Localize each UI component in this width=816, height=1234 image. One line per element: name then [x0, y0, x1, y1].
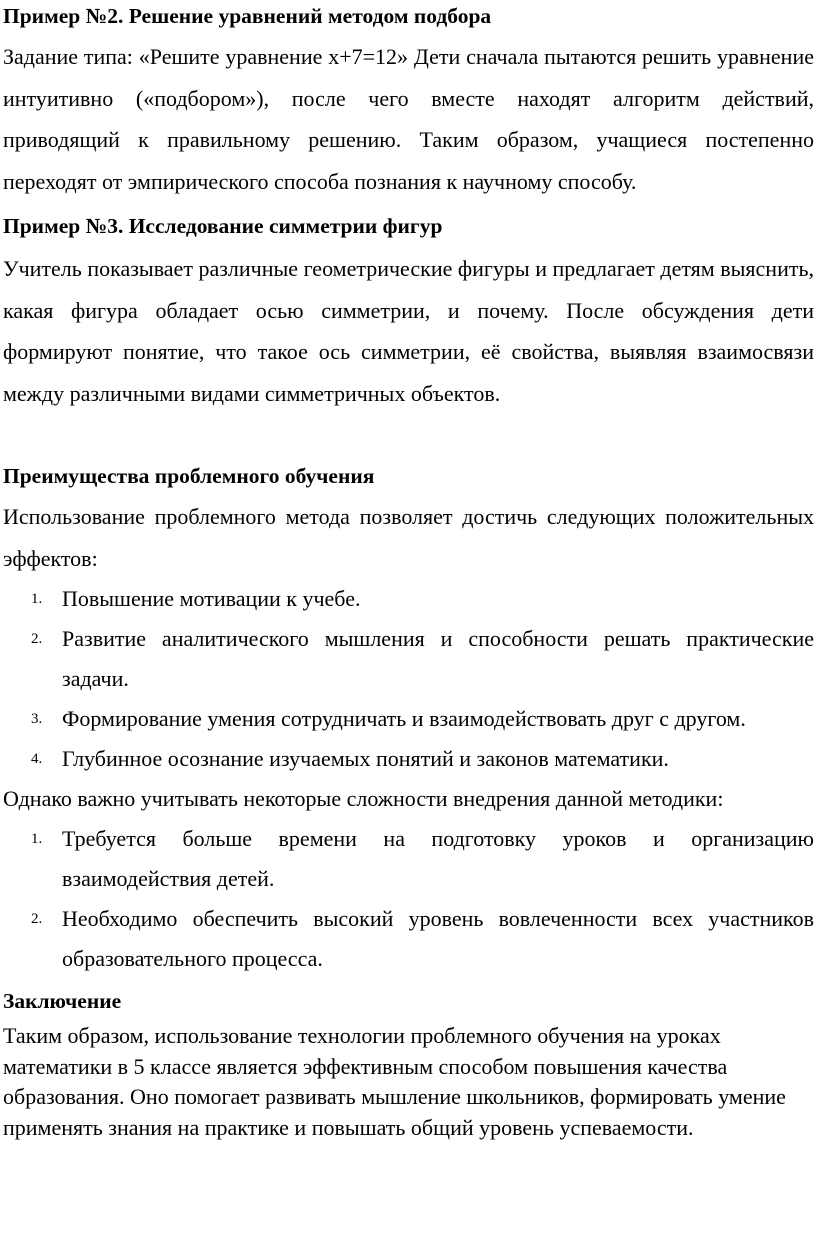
difficulties-list — [0, 819, 816, 979]
list-item-number: 2. — [31, 631, 43, 647]
list-item — [0, 699, 816, 739]
list-item — [0, 899, 816, 979]
list-item-text: Глубинное осознание изучаемых понятий и законов математики. — [62, 746, 669, 771]
list-item-text: Формирование умения сотрудничать и взаимодействовать друг с другом. — [62, 706, 746, 731]
difficulties-intro: Однако важно учитывать некоторые сложности внедрения данной методики: — [3, 786, 724, 811]
list-item-text: Развитие аналитического мышления и способности решать практические задачи. — [62, 626, 814, 691]
list-item-number: 1. — [31, 591, 43, 607]
list-item-number: 2. — [31, 911, 43, 927]
list-item-text: Необходимо обеспечить высокий уровень вовлеченности всех участников образовательного процесса. — [62, 906, 814, 971]
list-item — [0, 819, 816, 899]
list-item-number: 1. — [31, 831, 43, 847]
conclusion-paragraph: Таким образом, использование технологии проблемного обучения на уроках математики в 5 классе является эффективным способом повышения качества образования. Оно помогает развивать мышление школьников, формировать умение применять знания на практике и повышать общий уровень успеваемости. — [3, 1023, 786, 1140]
example3-heading: Пример №3. Исследование симметрии фигур — [3, 214, 443, 238]
advantages-list — [0, 579, 816, 779]
list-item — [0, 619, 816, 699]
advantages-intro: Использование проблемного метода позволяет достичь следующих положительных эффектов: — [3, 504, 814, 571]
list-item-text: Повышение мотивации к учебе. — [62, 586, 361, 611]
example2-heading: Пример №2. Решение уравнений методом подбора — [3, 4, 492, 28]
example2-paragraph: Задание типа: «Решите уравнение x+7=12» Дети сначала пытаются решить уравнение интуитивно («подбором»), после чего вместе находят алгоритм действий, приводящий к правильному решению. Таким образом, учащиеся постепенно переходят от эмпирического способа познания к научному способу. — [3, 44, 814, 194]
advantages-heading: Преимущества проблемного обучения — [3, 464, 375, 488]
list-item — [0, 739, 816, 779]
list-item-number: 3. — [31, 711, 43, 727]
list-item-number: 4. — [31, 751, 43, 767]
list-item — [0, 579, 816, 619]
list-item-text: Требуется больше времени на подготовку уроков и организацию взаимодействия детей. — [62, 826, 814, 891]
example3-paragraph: Учитель показывает различные геометрические фигуры и предлагает детям выяснить, какая фигура обладает осью симметрии, и почему. После обсуждения дети формируют понятие, что такое ось симметрии, её свойства, выявляя взаимосвязи между различными видами симметричных объектов. — [3, 256, 814, 406]
conclusion-heading: Заключение — [3, 989, 122, 1013]
